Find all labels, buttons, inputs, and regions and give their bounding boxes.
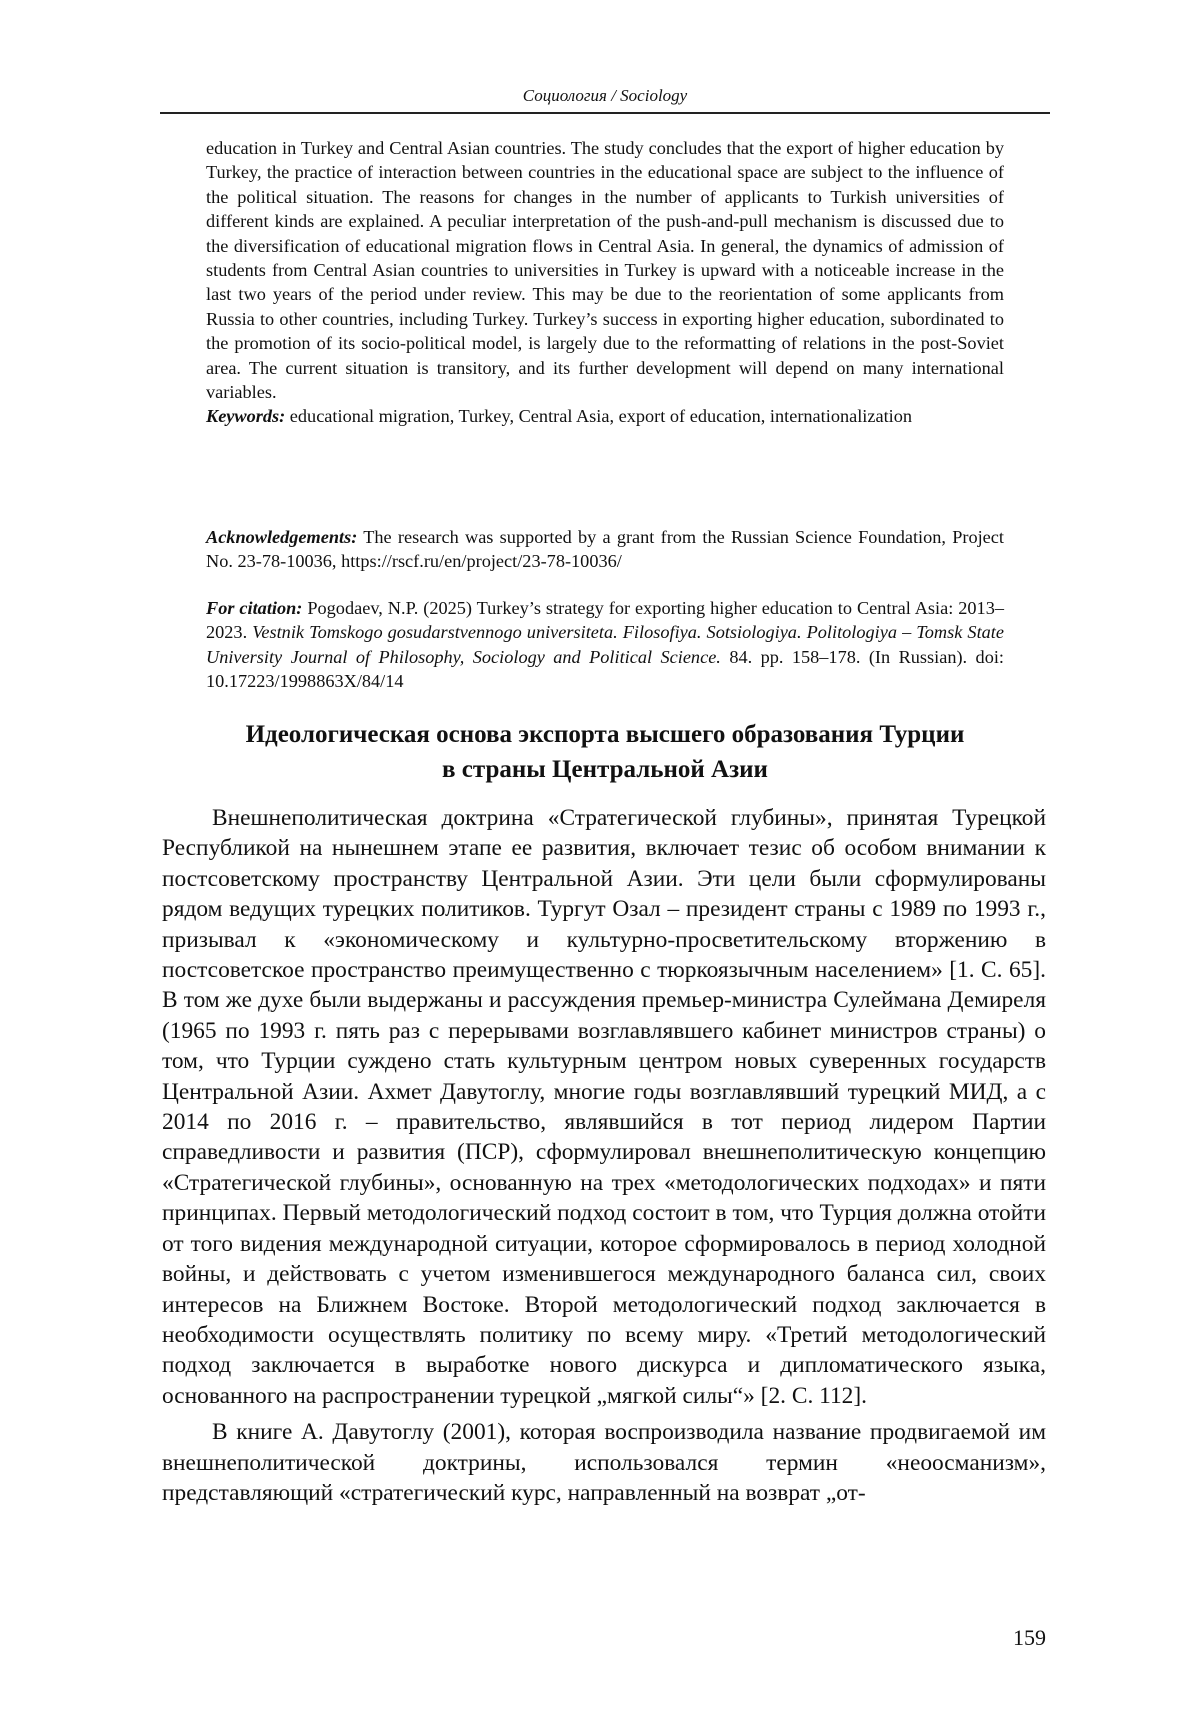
body-paragraph-2: В книге А. Давутоглу (2001), которая воспроизводила название продвигаемой им внешнеполитической доктрины, использовался термин «неоосманизм», представляющий «стратегический курс, направленный на возврат „от- (162, 1419, 1046, 1506)
keywords-label: Keywords: (206, 406, 286, 427)
citation-label: For citation: (206, 598, 303, 618)
section-title-line1: Идеологическая основа экспорта высшего образования Турции (245, 721, 965, 748)
abstract (206, 136, 1004, 429)
keywords (206, 404, 1004, 428)
citation (206, 596, 1004, 694)
section-title (160, 717, 1050, 787)
citation-journal: Vestnik Tomskogo gosudarstvennogo universiteta. Filosofiya. Sotsiologiya. Politologiya – Tomsk State University Journal of Philosophy, Sociology and Political Science. (206, 622, 1004, 667)
section-title-line2: в страны Центральной Азии (442, 756, 768, 783)
header-rule (160, 112, 1050, 114)
running-title: Социология / Sociology (522, 86, 688, 105)
acknowledgements (206, 525, 1004, 574)
acknowledgements-label: Acknowledgements: (206, 527, 358, 547)
abstract-text: education in Turkey and Central Asian countries. The study concludes that the export of higher education by Turkey, the practice of interaction between countries in the educational space are subject to the influence of the political situation. The reasons for changes in the number of applicants to Turkish universities of different kinds are explained. A peculiar interpretation of the push-and-pull mechanism is discussed due to the diversification of educational migration flows in Central Asia. In general, the dynamics of admission of students from Central Asian countries to universities in Turkey is upward with a noticeable increase in the last two years of the period under review. This may be due to the reorientation of some applicants from Russia to other countries, including Turkey. Turkey’s success in exporting higher education, subordinated to the promotion of its socio-political model, is largely due to the reformatting of relations in the post-Soviet area. The current situation is transitory, and its further development will depend on many international variables. (206, 138, 1004, 403)
body-paragraph-1: Внешнеполитическая доктрина «Стратегической глубины», принятая Турецкой Республикой на нынешнем этапе ее развития, включает тезис об особом внимании к постсоветскому пространству Центральной Азии. Эти цели были сформулированы рядом ведущих турецких политиков. Тургут Озал – президент страны с 1989 по 1993 г., призывал к «экономическому и культурно-просветительскому вторжению в постсоветское пространство преимущественно с тюркоязычным населением» [1. С. 65]. В том же духе были выдержаны и рассуждения премьер-министра Сулеймана Демиреля (1965 по 1993 г. пять раз с перерывами возглавлявшего кабинет министров страны) о том, что Турции суждено стать культурным центром новых суверенных государств Центральной Азии. Ахмет Давутоглу, многие годы возглавлявший турецкий МИД, а с 2014 по 2016 г. – правительство, являвшийся в тот период лидером Партии справедливости и развития (ПСР), сформулировал внешнеполитическую концепцию «Стратегической глубины», основанную на трех «методологических подходах» и пяти принципах. Первый методологический подход состоит в том, что Турция должна отойти от того видения международной ситуации, которое сформировалось в период холодной войны, и действовать с учетом изменившегося международного баланса сил, своих интересов на Ближнем Востоке. Второй методологический подход заключается в необходимости осуществлять политику по всему миру. «Третий методологический подход заключается в выработке нового дискурса и дипломатического языка, основанного на распространении турецкой „мягкой силы“» [2. С. 112]. (162, 805, 1046, 1409)
body-text (162, 803, 1046, 1514)
page-number: 159 (1013, 1625, 1046, 1650)
citation-text-before: Pogodaev, N.P. (2025) Turkey’s strategy for exporting higher education to Central Asia: 2013–2023. (206, 598, 1004, 643)
keywords-text: educational migration, Turkey, Central Asia, export of education, internationalization (289, 406, 913, 427)
citation-text-after: 84. pp. 158–178. (In Russian). doi: 10.17223/1998863X/84/14 (206, 646, 1004, 692)
acknowledgements-text: The research was supported by a grant from the Russian Science Foundation, Project No. 23-78-10036, https://rscf.ru/en/project/23-78-10036/ (206, 527, 1004, 572)
